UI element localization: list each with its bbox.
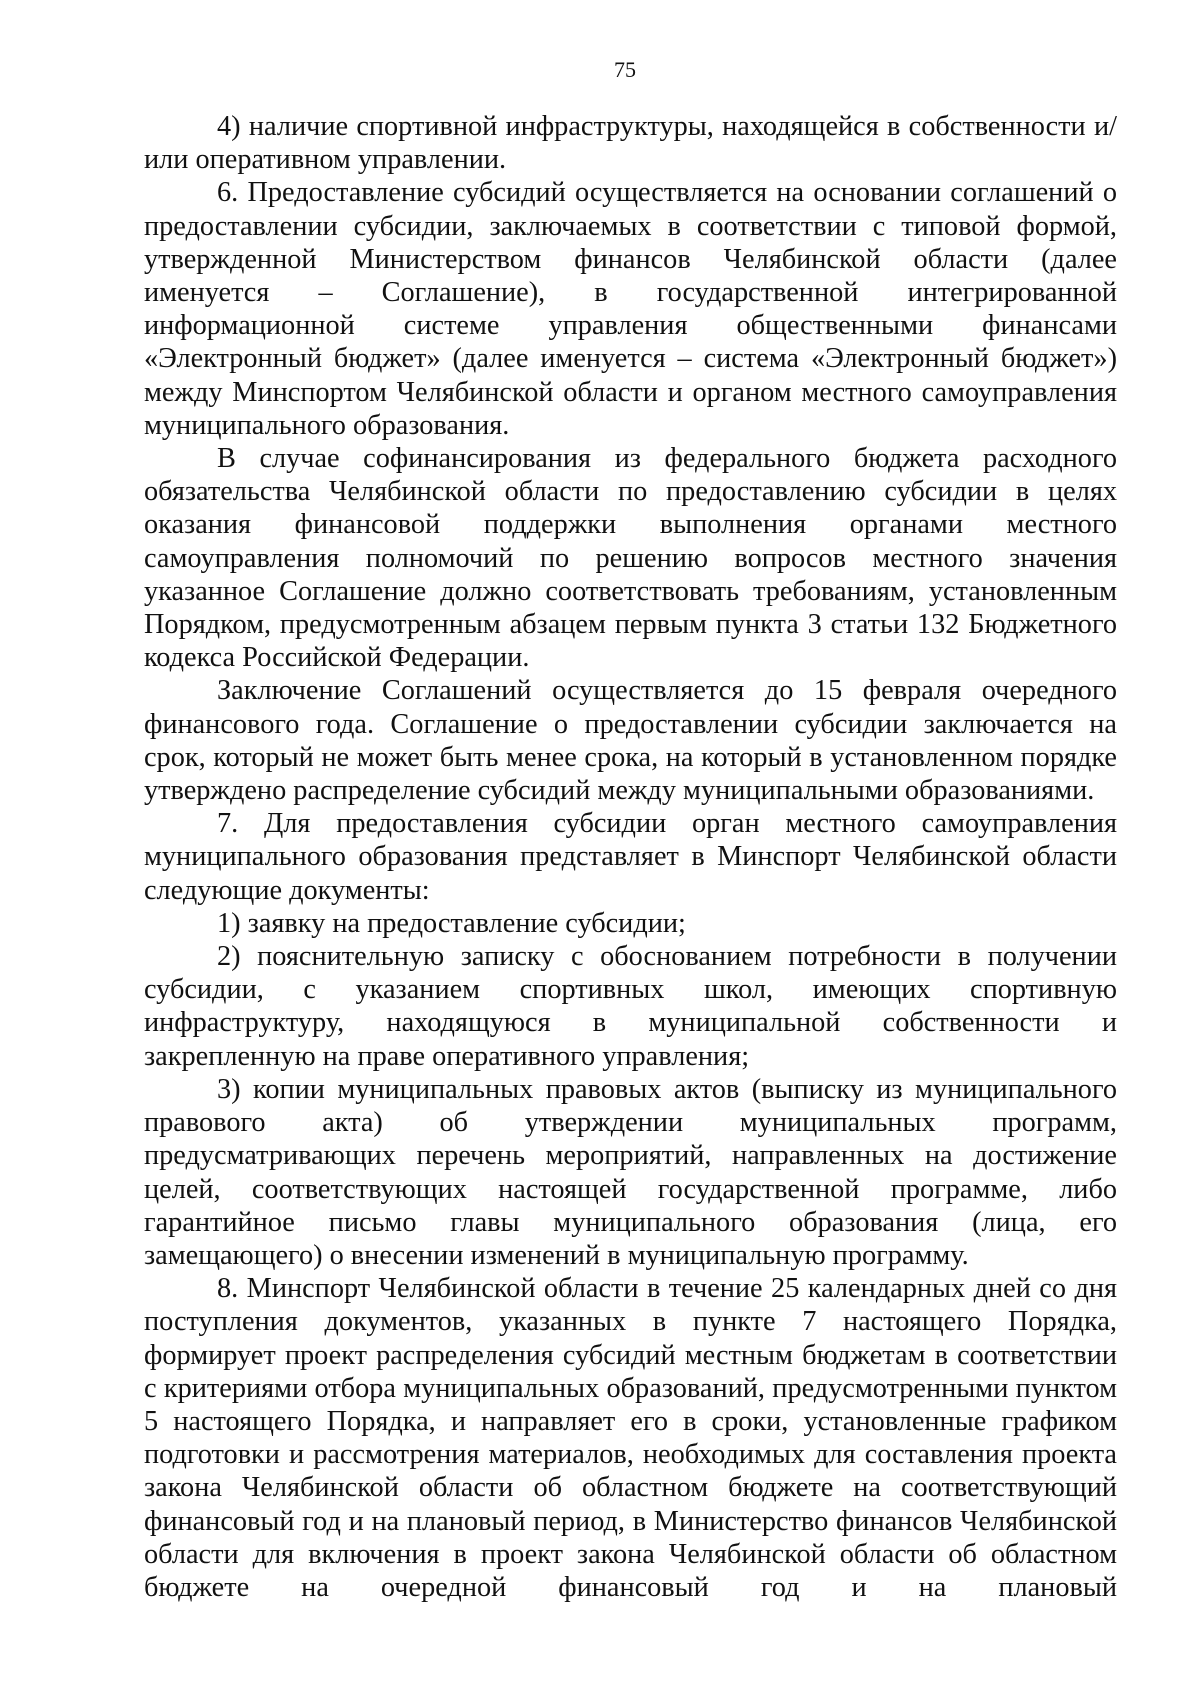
document-body (144, 110, 1117, 1604)
paragraph-cofinancing: В случае софинансирования из федерального бюджета расходного обязательства Челябинской области по предоставлению субсидии в целях оказания финансовой поддержки выполнения органами местного самоуправления полномочий по решению вопросов местного значения указанное Соглашение должно соответствовать требованиям, установленным Порядком, предусмотренным абзацем первым пункта 3 статьи 132 Бюджетного кодекса Российской Федерации. (144, 443, 1117, 674)
paragraph-item-3: 3) копии муниципальных правовых актов (выписку из муниципального правового акта) об утверждении муниципальных программ, предусматривающих перечень мероприятий, направленных на достижение целей, соответствующих настоящей государственной программе, либо гарантийное письмо главы муниципального образования (лица, его замещающего) о внесении изменений в муниципальную программу. (144, 1073, 1117, 1271)
paragraph-item-4: 4) наличие спортивной инфраструктуры, находящейся в собственности и/или оперативном управлении. (144, 111, 1117, 176)
paragraph-item-1: 1) заявку на предоставление субсидии; (217, 907, 686, 939)
paragraph-item-2: 2) пояснительную записку с обоснованием потребности в получении субсидии, с указанием спортивных школ, имеющих спортивную инфраструктуру, находящуюся в муниципальной собственности и закрепленную на праве оперативного управления; (144, 941, 1117, 1072)
page-number: 75 (614, 57, 636, 82)
paragraph-clause-7: 7. Для предоставления субсидии орган местного самоуправления муниципального образования представляет в Минспорт Челябинской области следующие документы: (144, 808, 1117, 906)
paragraph-clause-6: 6. Предоставление субсидий осуществляется на основании соглашений о предоставлении субсидии, заключаемых в соответствии с типовой формой, утвержденной Министерством финансов Челябинской области (далее именуется – Соглашение), в государственной интегрированной информационной системе управления общественными финансами «Электронный бюджет» (далее именуется – система «Электронный бюджет») между Минспортом Челябинской области и органом местного самоуправления муниципального образования. (144, 177, 1117, 441)
paragraph-agreement-deadline: Заключение Соглашений осуществляется до 15 февраля очередного финансового года. Соглашение о предоставлении субсидии заключается на срок, который не может быть менее срока, на который в установленном порядке утверждено распределение субсидий между муниципальными образованиями. (144, 675, 1117, 807)
paragraph-clause-8: 8. Минспорт Челябинской области в течение 25 календарных дней со дня поступления документов, указанных в пункте 7 настоящего Порядка, формирует проект распределения субсидий местным бюджетам в соответствии с критериями отбора муниципальных образований, предусмотренными пунктом 5 настоящего Порядка, и направляет его в сроки, установленные графиком подготовки и рассмотрения материалов, необходимых для составления проекта закона Челябинской области об областном бюджете на соответствующий финансовый год и на плановый период, в Министерство финансов Челябинской области для включения в проект закона Челябинской области об областном бюджете на очередной финансовый год и на плановый (144, 1273, 1117, 1603)
